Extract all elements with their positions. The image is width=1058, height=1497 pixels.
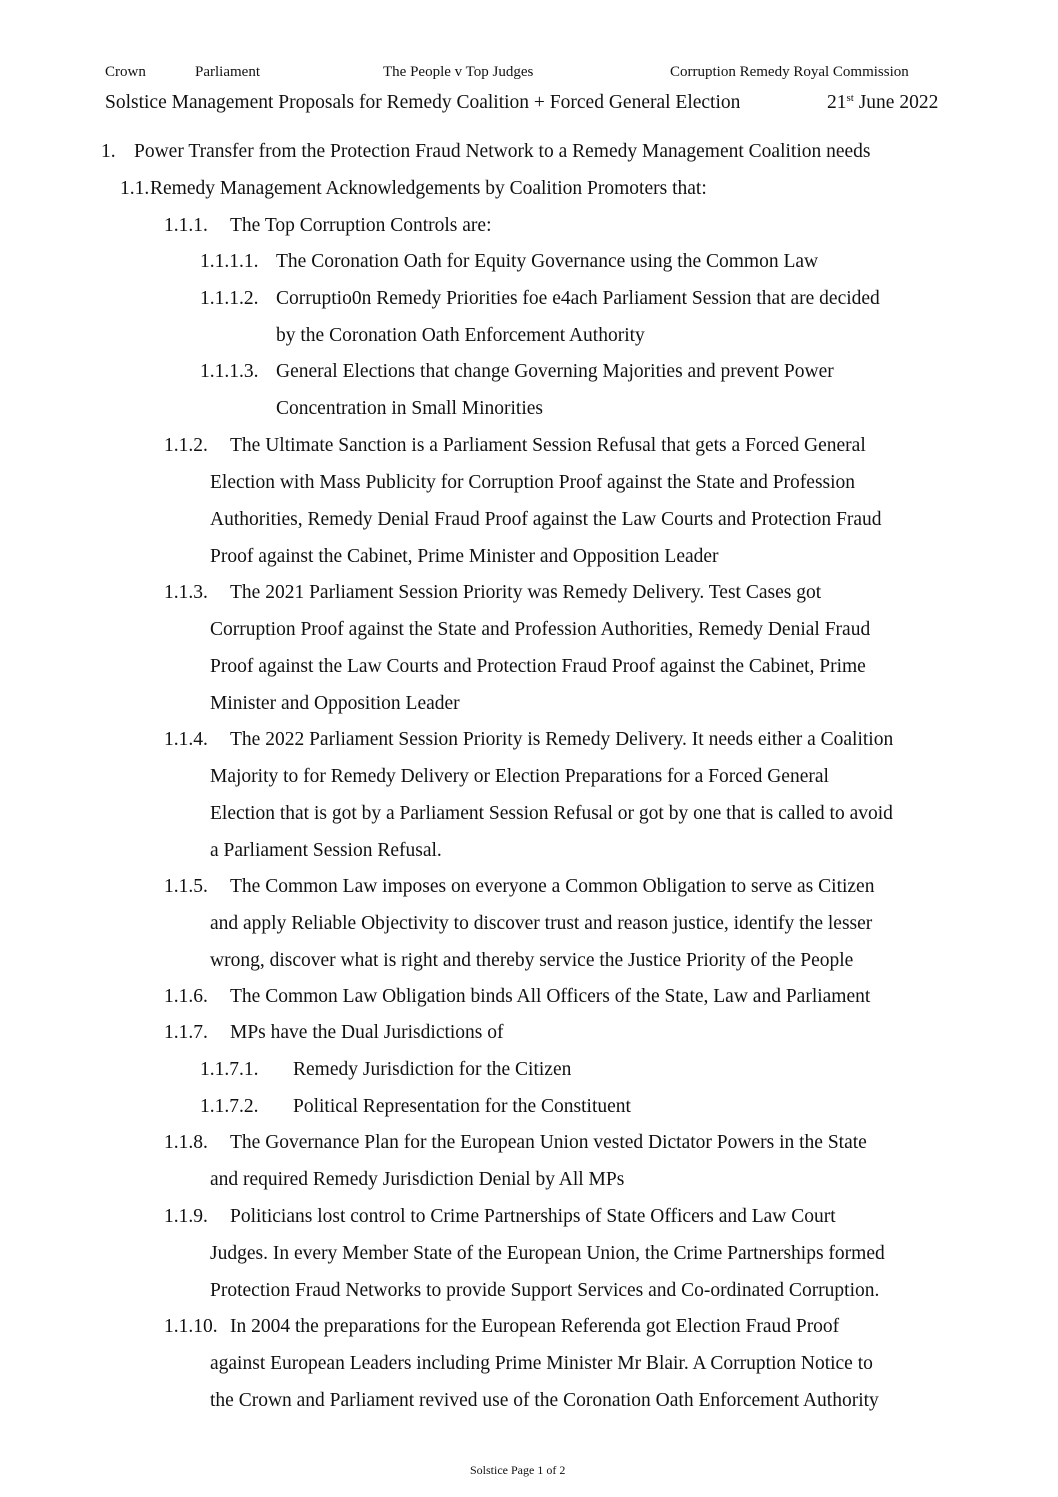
- header-people-v-judges: The People v Top Judges: [383, 64, 534, 80]
- item-text: The Governance Plan for the European Union vested Dictator Powers in the State and required Remedy Jurisdiction Denial by All MPs: [210, 1132, 867, 1190]
- item-number: 1.1.1.: [164, 215, 208, 236]
- item-number: 1.1.8.: [164, 1132, 208, 1153]
- item-number: 1.1.7.: [164, 1022, 208, 1043]
- item-number: 1.1.9.: [164, 1206, 208, 1227]
- item-text: Corruptio0n Remedy Priorities foe e4ach Parliament Session that are decided by the Coronation Oath Enforcement Authority: [276, 288, 880, 346]
- item-number: 1.: [101, 141, 116, 162]
- item-text: Remedy Management Acknowledgements by Coalition Promoters that:: [150, 178, 707, 199]
- item-text: In 2004 the preparations for the European Referenda got Election Fraud Proof against European Leaders including Prime Minister Mr Blair. A Corruption Notice to the Crown and Parliament revived use of the Coronation Oath Enforcement Authority: [210, 1316, 879, 1411]
- item-text: Power Transfer from the Protection Fraud Network to a Remedy Management Coalition needs: [134, 141, 871, 162]
- item-number: 1.1.7.2.: [200, 1096, 259, 1117]
- item-text: Remedy Jurisdiction for the Citizen: [293, 1059, 572, 1080]
- header-royal-commission: Corruption Remedy Royal Commission: [670, 64, 909, 80]
- item-text: The Common Law imposes on everyone a Common Obligation to serve as Citizen and apply Reliable Objectivity to discover trust and reason justice, identify the lesser wrong, discover what is right and thereby service the Justice Priority of the People: [210, 876, 875, 971]
- item-number: 1.1.1.1.: [200, 251, 259, 272]
- item-text: MPs have the Dual Jurisdictions of: [230, 1022, 504, 1043]
- item-number: 1.1.7.1.: [200, 1059, 259, 1080]
- item-text: The Common Law Obligation binds All Officers of the State, Law and Parliament: [230, 986, 871, 1007]
- item-text: Politicians lost control to Crime Partnerships of State Officers and Law Court Judges. In every Member State of the European Union, the Crime Partnerships formed Protection Fraud Networks to provide Support Services and Co-ordinated Corruption.: [210, 1206, 885, 1301]
- item-text: General Elections that change Governing Majorities and prevent Power Concentration in Small Minorities: [276, 361, 834, 419]
- item-number: 1.1.2.: [164, 435, 208, 456]
- item-text: The Coronation Oath for Equity Governance using the Common Law: [276, 251, 819, 272]
- item-number: 1.1.3.: [164, 582, 208, 603]
- title-text: Solstice Management Proposals for Remedy Coalition + Forced General Election: [105, 92, 741, 113]
- item-number: 1.1.10.: [164, 1316, 218, 1337]
- item-number: 1.1.5.: [164, 876, 208, 897]
- date-rest: June 2022: [858, 92, 939, 113]
- item-number: 1.1.4.: [164, 729, 208, 750]
- item-text: The Top Corruption Controls are:: [230, 215, 492, 236]
- item-text: The Ultimate Sanction is a Parliament Session Refusal that gets a Forced General Election with Mass Publicity for Corruption Proof against the State and Profession Authorities, Remedy Denial Fraud Proof against the Law Courts and Protection Fraud Proof against the Cabinet, Prime Minister and Opposition Leader: [210, 435, 882, 567]
- item-number: 1.1.6.: [164, 986, 208, 1007]
- title-date: [827, 92, 938, 114]
- item-number: 1.1.1.2.: [200, 288, 259, 309]
- item-text: The 2021 Parliament Session Priority was Remedy Delivery. Test Cases got Corruption Proof against the State and Profession Authorities, Remedy Denial Fraud Proof against the Law Courts and Protection Fraud Proof against the Cabinet, Prime Minister and Opposition Leader: [210, 582, 871, 714]
- page-footer: Solstice Page 1 of 2: [470, 1463, 566, 1477]
- date-suffix: st: [846, 92, 854, 104]
- document-title: [105, 92, 955, 114]
- item-text: The 2022 Parliament Session Priority is Remedy Delivery. It needs either a Coalition Majority to for Remedy Delivery or Election Preparations for a Forced General Election that is got by a Parliament Session Refusal or got by one that is called to avoid a Parliament Session Refusal.: [210, 729, 894, 861]
- item-number: 1.1.1.3.: [200, 361, 259, 382]
- item-text: Political Representation for the Constituent: [293, 1096, 631, 1117]
- header-parliament: Parliament: [195, 64, 260, 80]
- header-crown: Crown: [105, 64, 146, 80]
- date-day: 21: [827, 92, 847, 113]
- item-number: 1.1.: [120, 178, 150, 199]
